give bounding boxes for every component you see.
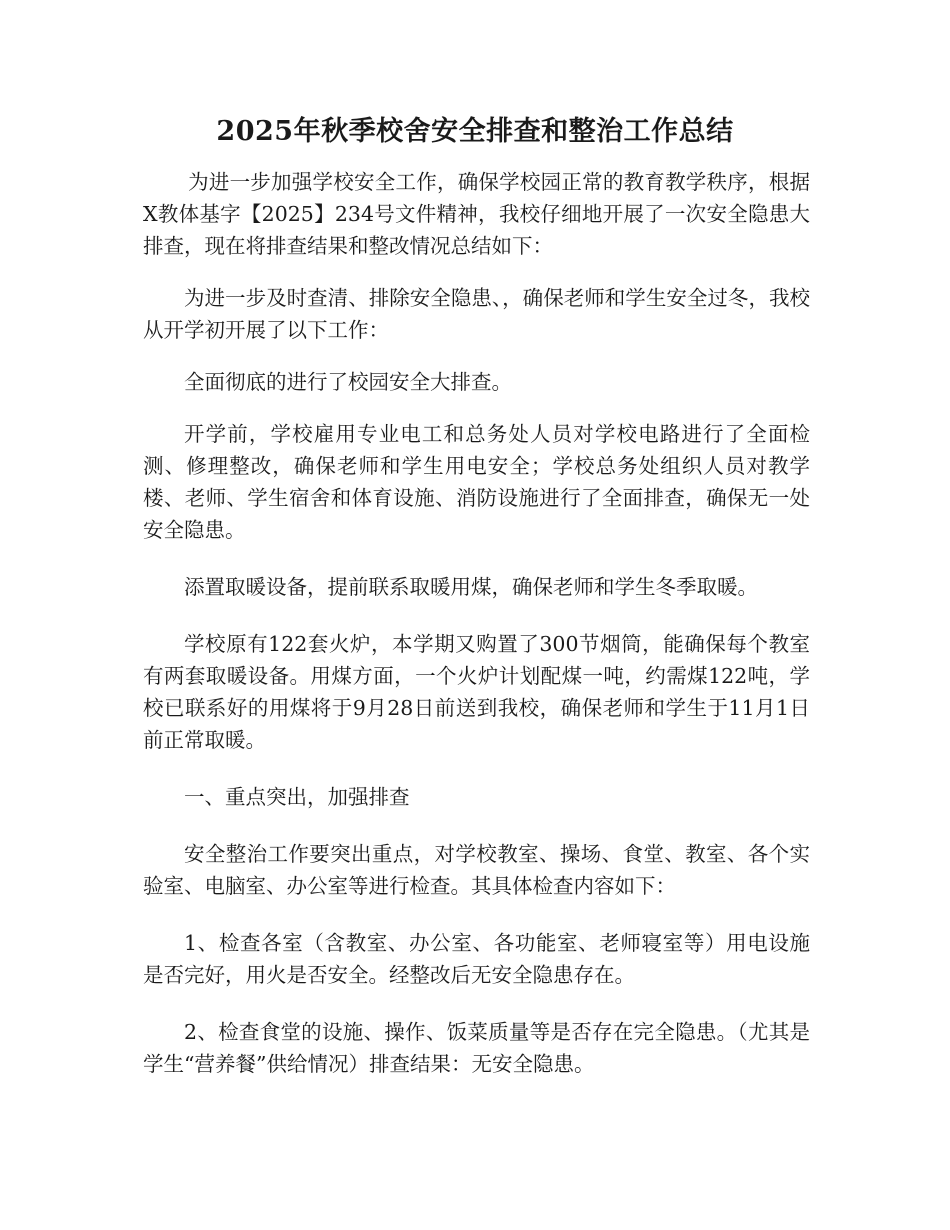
- section-heading-focus: 一、重点突出，加强排查: [184, 785, 410, 809]
- document-title: 2025年秋季校舍安全排查和整治工作总结: [216, 116, 734, 147]
- document-body: [143, 166, 810, 1080]
- paragraph-campus-inspection: 全面彻底的进行了校园安全大排查。: [184, 370, 512, 394]
- paragraph-intro: 为进一步加强学校安全工作，确保学校园正常的教育教学秩序，根据X教体基字【2025】234号文件精神，我校仔细地开展了一次安全隐患大排查，现在将排查结果和整改情况总结如下：: [143, 170, 810, 258]
- list-item-1: 1、检查各室（含教室、办公室、各功能室、老师寝室等）用电设施是否完好，用火是否安全。经整改后无安全隐患存在。: [143, 931, 810, 987]
- paragraph-electrical-check: 开学前，学校雇用专业电工和总务处人员对学校电路进行了全面检测、修理整改，确保老师和学生用电安全；学校总务处组织人员对教学楼、老师、学生宿舍和体育设施、消防设施进行了全面排查，确保无一处安全隐患。: [143, 422, 810, 542]
- list-item-2: 2、检查食堂的设施、操作、饭菜质量等是否存在完全隐患。（尤其是学生“营养餐”供给情况）排查结果：无安全隐患。: [143, 1020, 810, 1076]
- paragraph-inspection-scope: 安全整治工作要突出重点，对学校教室、操场、食堂、教室、各个实验室、电脑室、办公室等进行检查。其具体检查内容如下：: [143, 842, 810, 898]
- paragraph-winter-safety: 为进一步及时查清、排除安全隐患、，确保老师和学生安全过冬，我校从开学初开展了以下工作：: [143, 286, 810, 342]
- paragraph-stoves-coal: 学校原有122套火炉，本学期又购置了300节烟筒，能确保每个教室有两套取暖设备。用煤方面，一个火炉计划配煤一吨，约需煤122吨，学校已联系好的用煤将于9月28日前送到我校，确保老师和学生于11月1日前正常取暖。: [143, 632, 810, 752]
- paragraph-heating-equipment: 添置取暖设备，提前联系取暖用煤，确保老师和学生冬季取暖。: [184, 575, 758, 599]
